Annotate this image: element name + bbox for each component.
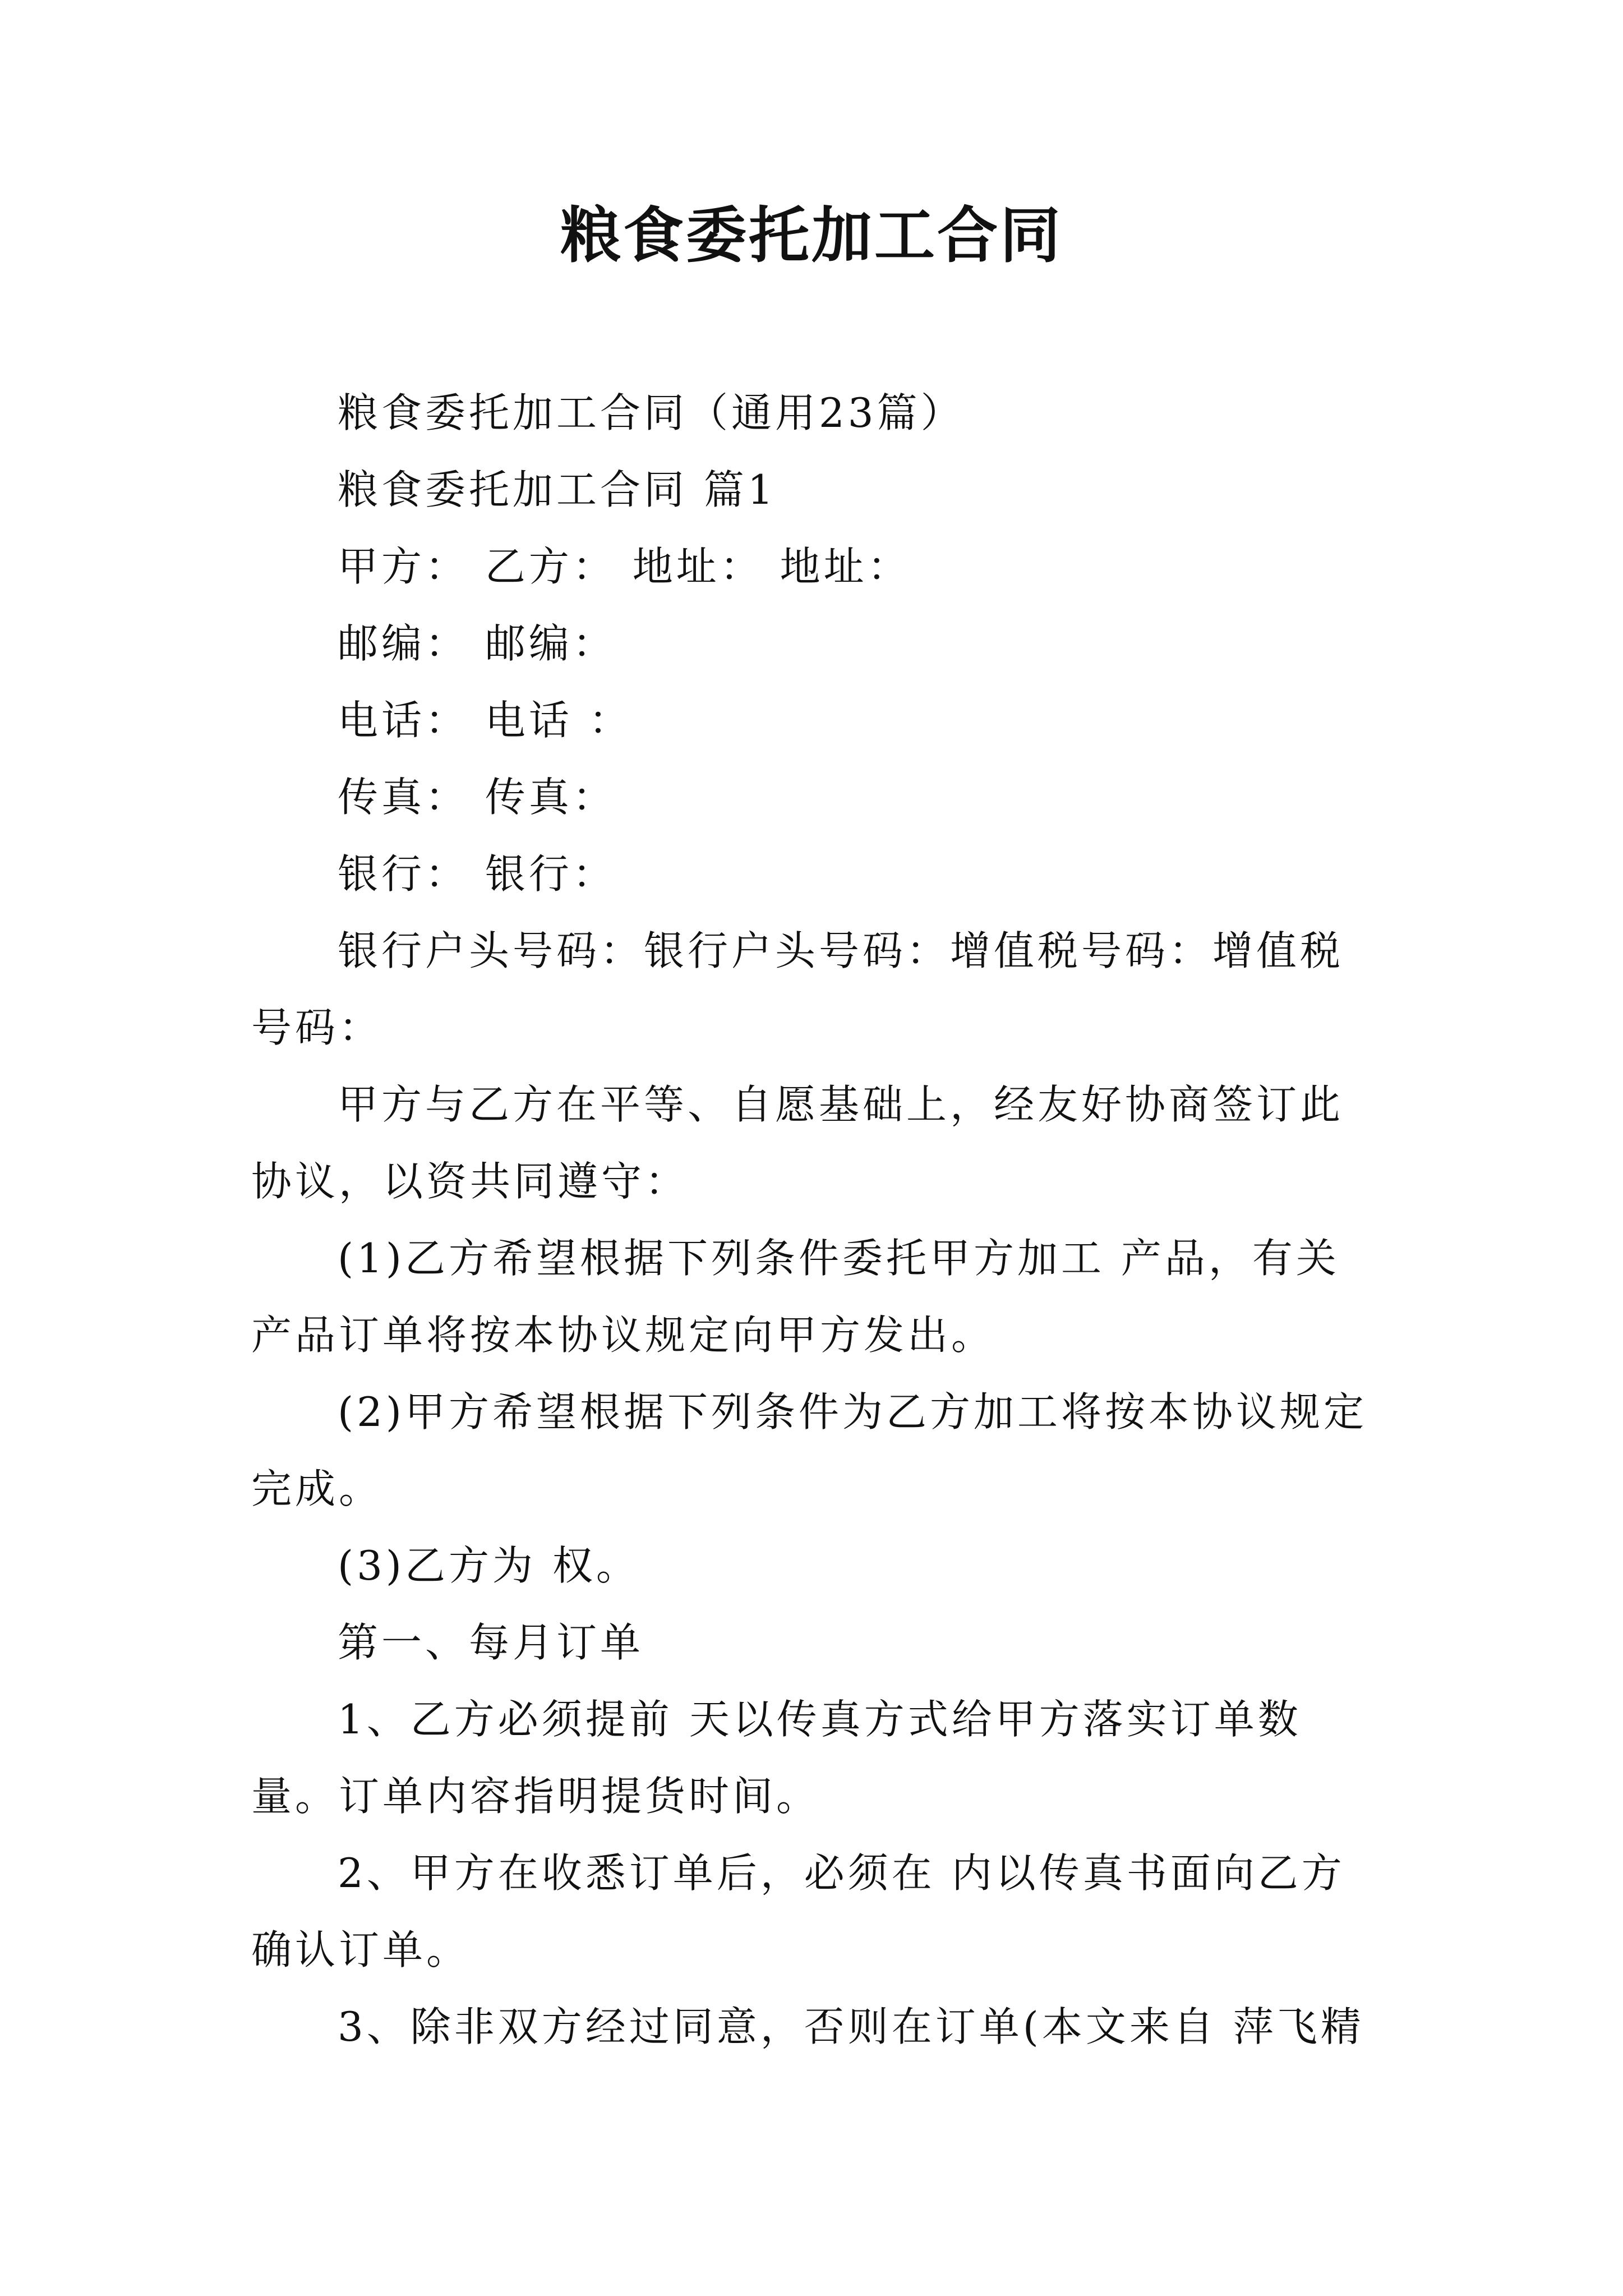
document-body bbox=[251, 375, 1378, 2065]
paragraph-order-item-1: 1、乙方必须提前 天以传真方式给甲方落实订单数量。订单内容指明提货时间。 bbox=[251, 1696, 1302, 1820]
paragraph-postcode: 邮编： 邮编： bbox=[338, 620, 616, 667]
paragraph-party-address: 甲方： 乙方： 地址： 地址： bbox=[338, 543, 911, 590]
paragraph-agreement-intro: 甲方与乙方在平等、自愿基础上，经友好协商签订此协议，以资共同遵守： bbox=[251, 1081, 1344, 1205]
paragraph-account-tax: 银行户头号码：银行户头号码：增值税号码：增值税号码： bbox=[251, 927, 1344, 1051]
paragraph-clause-2: (2)甲方希望根据下列条件为乙方加工将按本协议规定完成。 bbox=[251, 1388, 1367, 1512]
paragraph-bank: 银行： 银行： bbox=[338, 850, 616, 898]
paragraph-order-item-3: 3、除非双方经过同意，否则在订单(本文来自 萍飞精 bbox=[338, 2003, 1364, 2050]
paragraph-clause-1: (1)乙方希望根据下列条件委托甲方加工 产品，有关产品订单将按本协议规定向甲方发出。 bbox=[251, 1235, 1340, 1359]
paragraph-fax: 传真： 传真： bbox=[338, 774, 616, 821]
paragraph-order-item-2: 2、甲方在收悉订单后，必须在 内以传真书面向乙方确认订单。 bbox=[251, 1849, 1345, 1973]
paragraph-monthly-order-heading: 第一、每月订单 bbox=[338, 1619, 644, 1666]
document-title: 粮食委托加工合同 bbox=[560, 200, 1063, 271]
paragraph-subtitle: 粮食委托加工合同（通用23篇） bbox=[338, 389, 965, 436]
paragraph-phone: 电话： 电话 ： bbox=[338, 697, 633, 744]
paragraph-clause-3: (3)乙方为 权。 bbox=[338, 1542, 640, 1589]
paragraph-section-heading: 粮食委托加工合同 篇1 bbox=[338, 466, 777, 513]
